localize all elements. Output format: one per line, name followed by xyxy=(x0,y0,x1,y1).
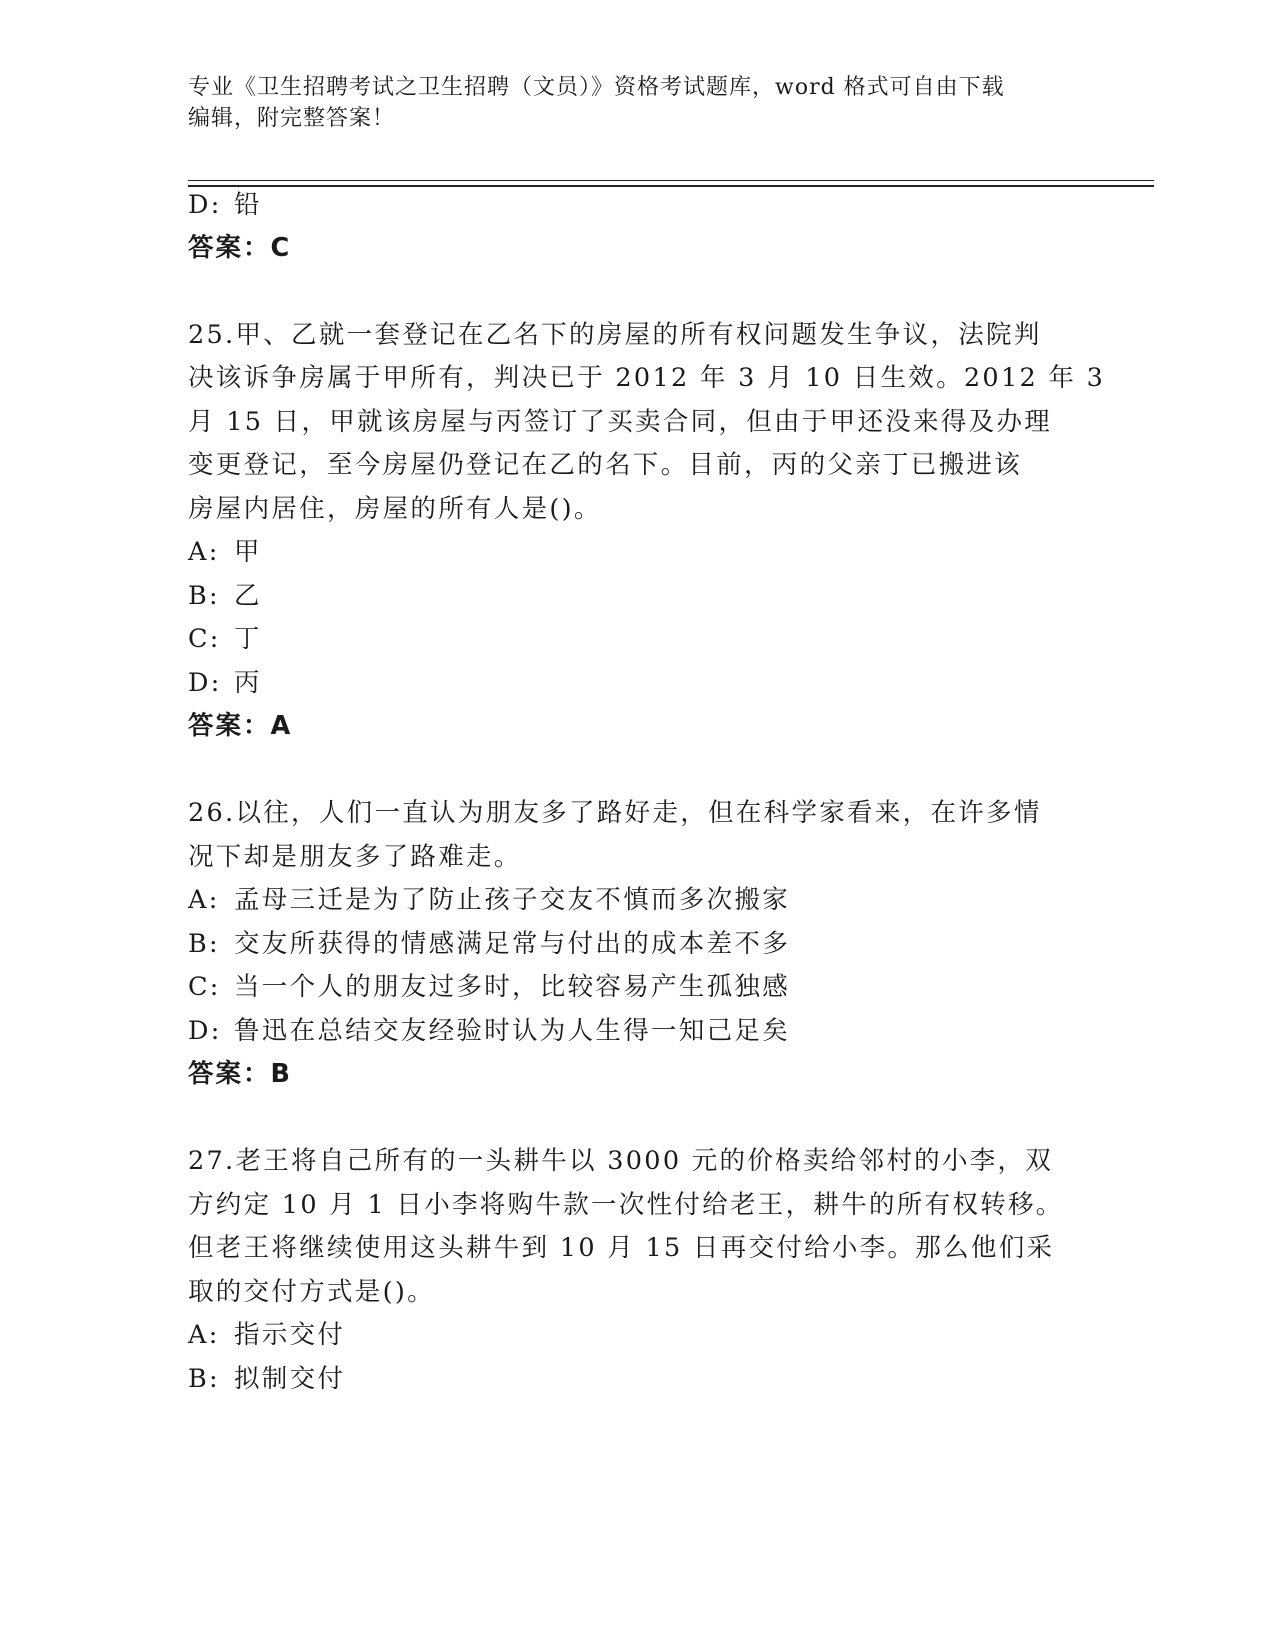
q26-option-c xyxy=(188,970,790,1004)
option-key: D: xyxy=(188,1016,222,1046)
option-key: D: xyxy=(188,668,222,698)
prev-option-d xyxy=(188,188,262,222)
q26-line-1: 26.以往，人们一直认为朋友多了路好走，但在科学家看来，在许多情 xyxy=(188,798,1042,828)
option-key: A: xyxy=(188,537,220,567)
option-key: A: xyxy=(188,1320,220,1350)
q26-answer: 答案：B xyxy=(188,1059,292,1089)
q25-line-3: 月 15 日，甲就该房屋与丙签订了买卖合同，但由于甲还没来得及办理 xyxy=(188,407,1053,437)
q25-option-d xyxy=(188,666,262,700)
option-key: B: xyxy=(188,929,220,959)
q27-option-b xyxy=(188,1362,345,1396)
option-text: 拟制交付 xyxy=(234,1364,346,1394)
option-key: D: xyxy=(188,190,222,220)
q25-option-b xyxy=(188,579,262,613)
option-key: B: xyxy=(188,581,220,611)
prev-answer: 答案：C xyxy=(188,233,292,263)
document-header xyxy=(188,72,1078,134)
q26-option-b xyxy=(188,927,790,961)
q27-line-4: 取的交付方式是()。 xyxy=(188,1277,435,1307)
q25-line-1: 25.甲、乙就一套登记在乙名下的房屋的所有权问题发生争议，法院判 xyxy=(188,320,1042,350)
option-text: 孟母三迁是为了防止孩子交友不慎而多次搬家 xyxy=(234,885,791,915)
header-divider-thick xyxy=(188,185,1154,187)
q25-line-2: 决该诉争房属于甲所有，判决已于 2012 年 3 月 10 日生效。2012 年 3 xyxy=(188,363,1106,393)
option-key: A: xyxy=(188,885,220,915)
q25-answer: 答案：A xyxy=(188,711,293,741)
q25-option-c xyxy=(188,622,262,656)
q27-line-3: 但老王将继续使用这头耕牛到 10 月 15 日再交付给小李。那么他们采 xyxy=(188,1233,1055,1263)
option-text: 甲 xyxy=(234,537,262,567)
header-line-1: 专业《卫生招聘考试之卫生招聘（文员）》资格考试题库，word 格式可自由下载 xyxy=(188,75,1005,100)
q25-line-4: 变更登记，至今房屋仍登记在乙的名下。目前，丙的父亲丁已搬进该 xyxy=(188,450,1023,480)
q25-option-a xyxy=(188,535,262,569)
option-text: 丁 xyxy=(234,624,262,654)
option-text: 交友所获得的情感满足常与付出的成本差不多 xyxy=(234,929,791,959)
option-key: C: xyxy=(188,972,221,1002)
q26-line-2: 况下却是朋友多了路难走。 xyxy=(188,842,522,872)
q25-line-5: 房屋内居住，房屋的所有人是()。 xyxy=(188,494,602,524)
header-divider-thin xyxy=(188,180,1154,181)
header-line-2: 编辑，附完整答案！ xyxy=(188,106,396,131)
option-text: 铅 xyxy=(234,190,262,220)
option-text: 鲁迅在总结交友经验时认为人生得一知己足矣 xyxy=(234,1016,791,1046)
q27-option-a xyxy=(188,1318,345,1352)
q27-line-2: 方约定 10 月 1 日小李将购牛款一次性付给老王，耕牛的所有权转移。 xyxy=(188,1190,1064,1220)
q26-option-d xyxy=(188,1014,790,1048)
option-key: B: xyxy=(188,1364,220,1394)
option-key: C: xyxy=(188,624,221,654)
option-text: 乙 xyxy=(234,581,262,611)
q26-option-a xyxy=(188,883,790,917)
option-text: 丙 xyxy=(234,668,262,698)
q27-line-1: 27.老王将自己所有的一头耕牛以 3000 元的价格卖给邻村的小李，双 xyxy=(188,1146,1054,1176)
option-text: 当一个人的朋友过多时，比较容易产生孤独感 xyxy=(234,972,791,1002)
option-text: 指示交付 xyxy=(234,1320,346,1350)
